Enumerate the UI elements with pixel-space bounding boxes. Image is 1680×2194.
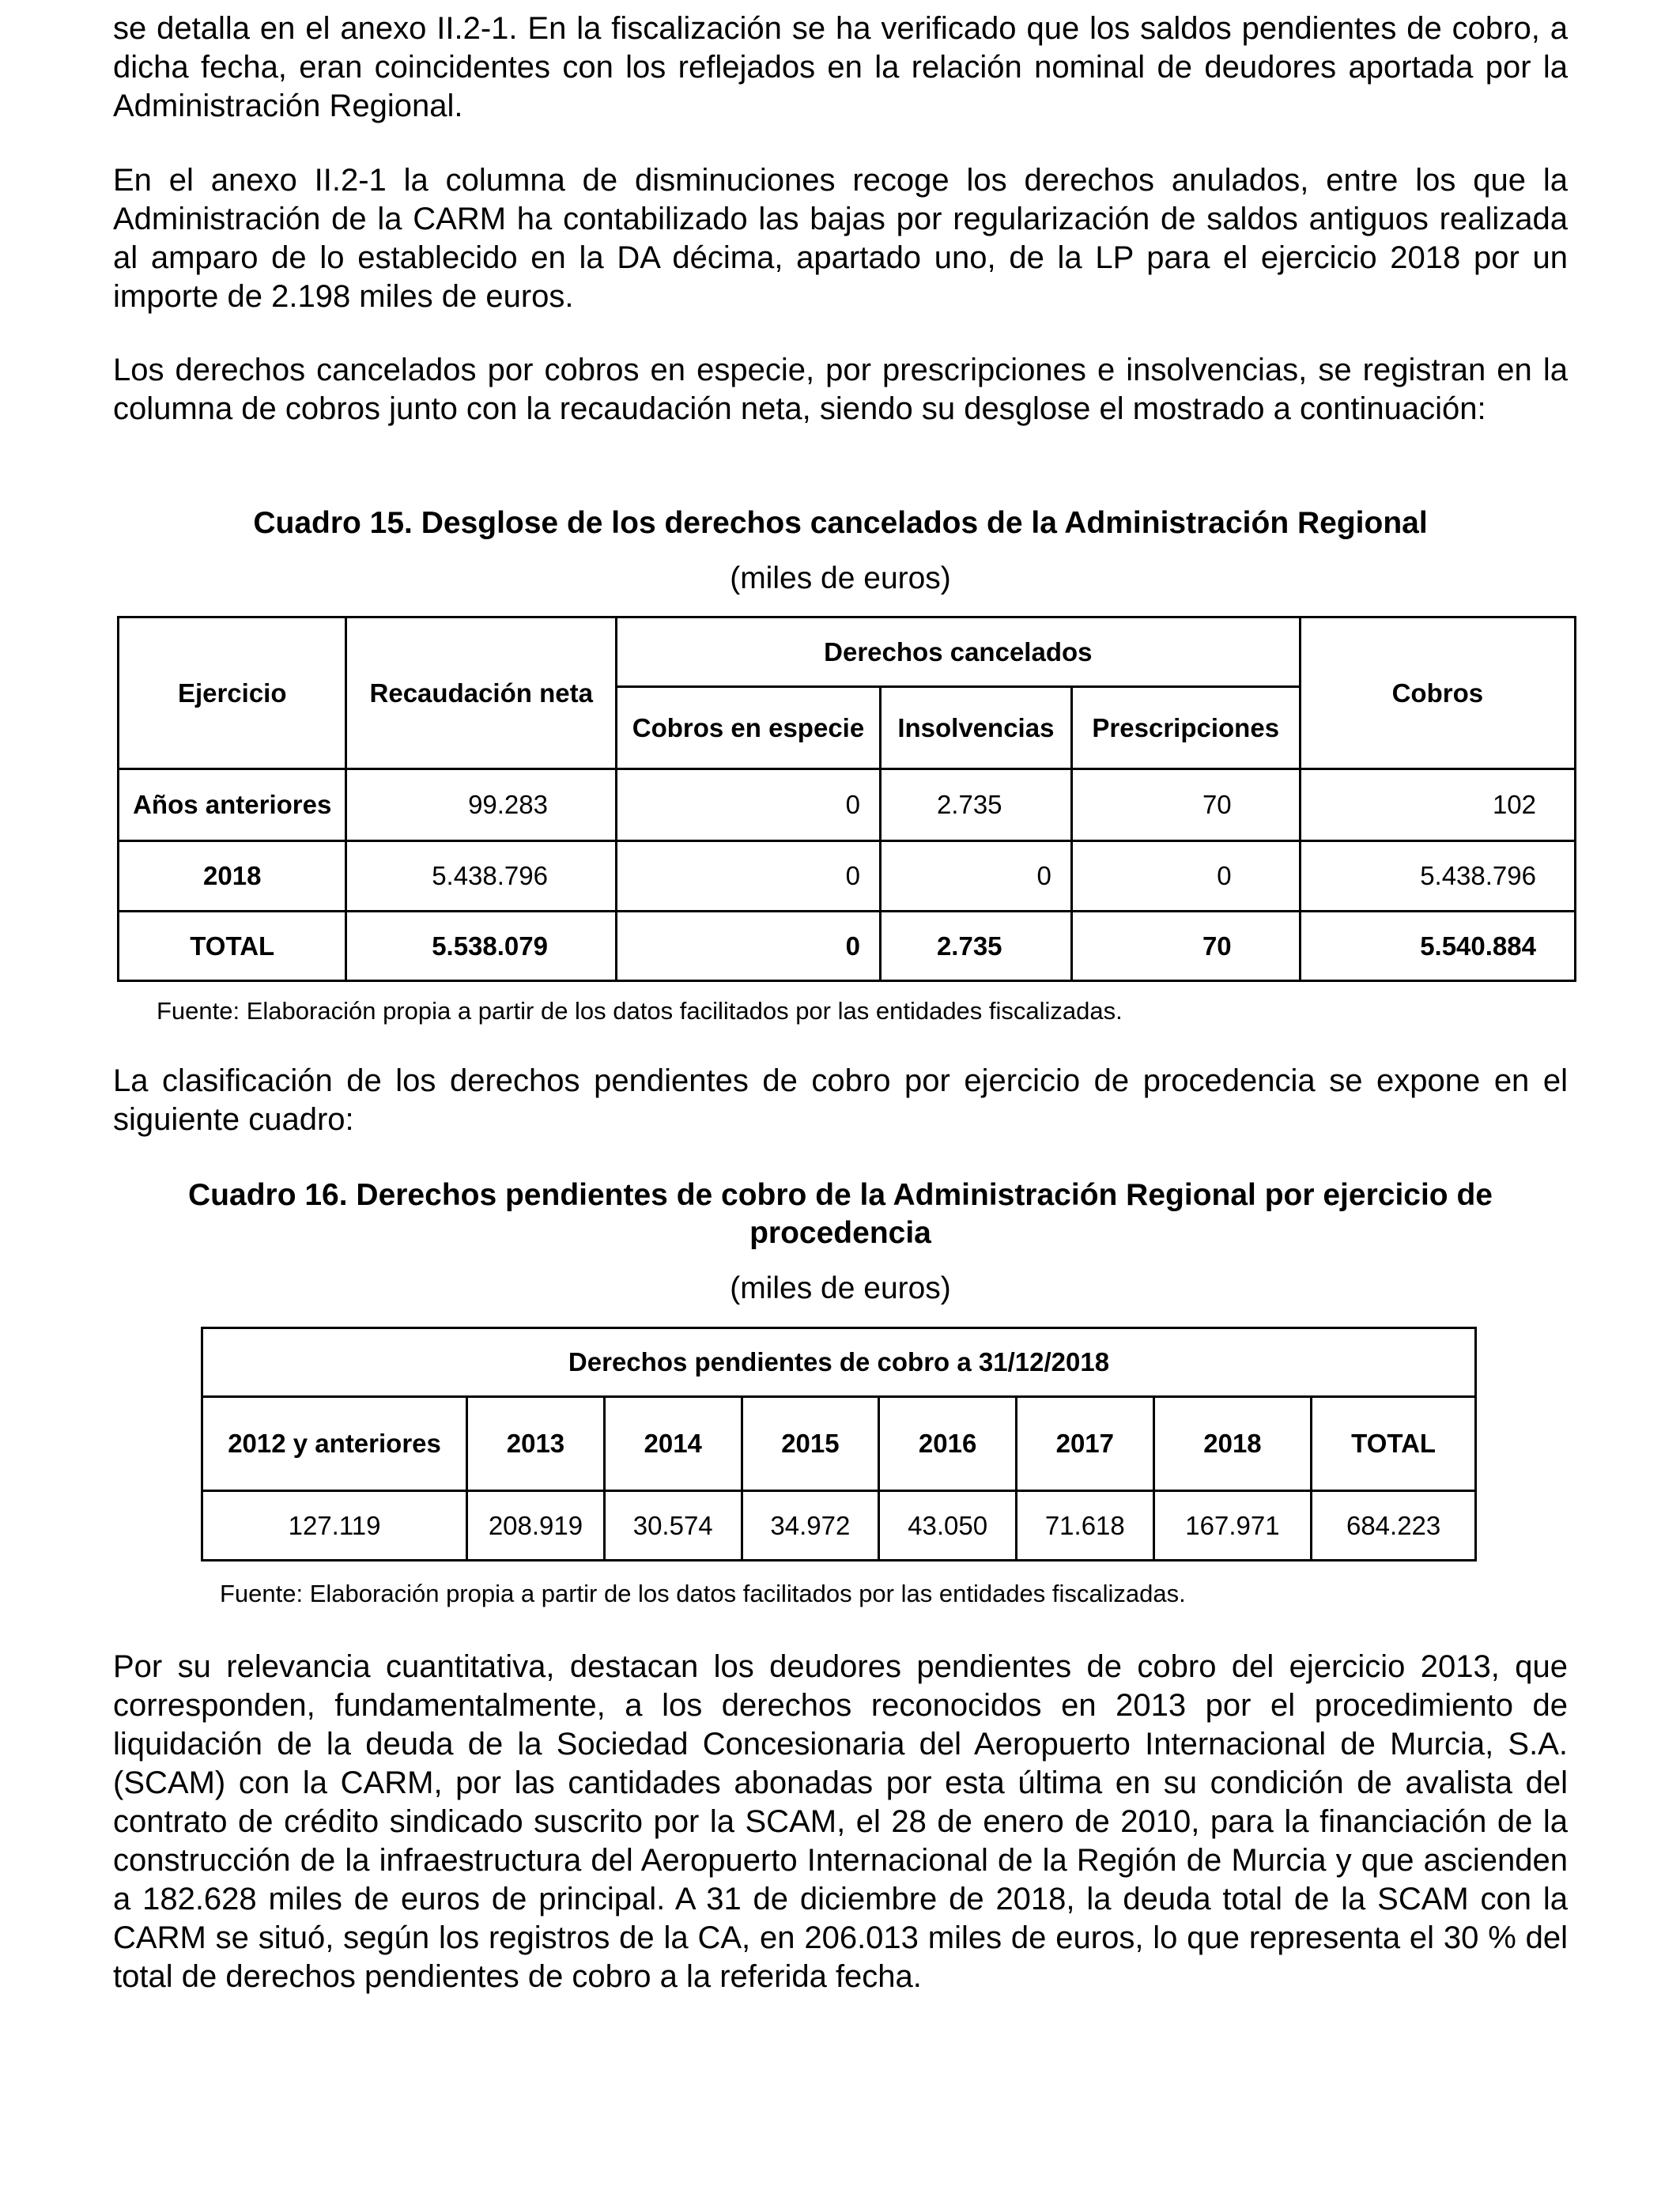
paragraph-cancelados: Los derechos cancelados por cobros en especie, por prescripciones e insolvencias, se registran en la columna de cobros junto con la recaudación neta, siendo su desglose el mostrado a continuación: xyxy=(113,353,1568,426)
paragraph-intro: se detalla en el anexo II.2-1. En la fiscalización se ha verificado que los saldos pendientes de cobro, a dicha fecha, eran coincidentes con los reflejados en la relación nominal de deudores aportada por la Administración Regional. xyxy=(113,11,1568,123)
cell-prescripciones: 70 xyxy=(1071,769,1300,841)
cell-value: 167.971 xyxy=(1153,1491,1312,1561)
table16-units: (miles de euros) xyxy=(730,1271,951,1305)
table16-title-line2: procedencia xyxy=(749,1216,931,1250)
table-row-total xyxy=(119,912,1576,981)
cell-especie: 0 xyxy=(617,841,881,912)
cell-prescripciones: 70 xyxy=(1071,912,1300,981)
header-derechos-cancelados: Derechos cancelados xyxy=(617,617,1301,687)
cell-value: 30.574 xyxy=(604,1491,742,1561)
paragraph-clasificacion: La clasificación de los derechos pendientes de cobro por ejercicio de procedencia se expone en el siguiente cuadro: xyxy=(113,1063,1568,1137)
cell-value: 127.119 xyxy=(202,1491,467,1561)
cell-value: 34.972 xyxy=(742,1491,879,1561)
row-label: Años anteriores xyxy=(119,769,346,841)
header-year: 2012 y anteriores xyxy=(202,1397,467,1491)
cell-recaudacion: 99.283 xyxy=(346,769,617,841)
header-year: 2015 xyxy=(742,1397,879,1491)
table16-source: Fuente: Elaboración propia a partir de los datos facilitados por las entidades fiscalizadas. xyxy=(220,1580,1186,1607)
header-year: 2017 xyxy=(1016,1397,1153,1491)
paragraph-anexo: En el anexo II.2-1 la columna de disminuciones recoge los derechos anulados, entre los que la Administración de la CARM ha contabilizado las bajas por regularización de saldos antiguos realizada al amparo de lo establecido en la DA décima, apartado uno, de la LP para el ejercicio 2018 por un importe de 2.198 miles de euros. xyxy=(113,163,1568,314)
header-recaudacion: Recaudación neta xyxy=(346,617,617,769)
table-row xyxy=(119,769,1576,841)
cell-value: 43.050 xyxy=(879,1491,1017,1561)
cell-recaudacion: 5.538.079 xyxy=(346,912,617,981)
table16-title-line1: Cuadro 16. Derechos pendientes de cobro de la Administración Regional por ejercicio de xyxy=(188,1178,1493,1212)
table-row xyxy=(202,1491,1476,1561)
row-label: TOTAL xyxy=(119,912,346,981)
cell-cobros: 5.438.796 xyxy=(1300,841,1575,912)
header-prescripciones: Prescripciones xyxy=(1071,687,1300,769)
header-year: 2014 xyxy=(604,1397,742,1491)
paragraph-scam: Por su relevancia cuantitativa, destacan los deudores pendientes de cobro del ejercicio 2013, que corresponden, fundamentalmente, a los derechos reconocidos en 2013 por el procedimiento de liquidación de la deuda de la Sociedad Concesionaria del Aeropuerto Internacional de Murcia, S.A. (SCAM) con la CARM, por las cantidades abonadas por esta última en su condición de avalista del contrato de crédito sindicado suscrito por la SCAM, el 28 de enero de 2010, para la financiación de la construcción de la infraestructura del Aeropuerto Internacional de la Región de Murcia y que ascienden a 182.628 miles de euros de principal. A 31 de diciembre de 2018, la deuda total de la SCAM con la CARM se situó, según los registros de la CA, en 206.013 miles de euros, lo que representa el 30 % del total de derechos pendientes de cobro a la referida fecha. xyxy=(113,1649,1568,1994)
header-cobros: Cobros xyxy=(1300,617,1575,769)
cell-value: 71.618 xyxy=(1016,1491,1153,1561)
header-year: 2016 xyxy=(879,1397,1017,1491)
header-cobros-especie: Cobros en especie xyxy=(617,687,881,769)
header-year: 2018 xyxy=(1153,1397,1312,1491)
row-label: 2018 xyxy=(119,841,346,912)
cell-cobros: 102 xyxy=(1300,769,1575,841)
table15-title: Cuadro 15. Desglose de los derechos cancelados de la Administración Regional xyxy=(253,506,1428,540)
cell-insolvencias: 0 xyxy=(880,841,1071,912)
table15-units: (miles de euros) xyxy=(730,561,951,595)
table15-source: Fuente: Elaboración propia a partir de los datos facilitados por las entidades fiscalizadas. xyxy=(157,997,1123,1025)
cell-value: 208.919 xyxy=(467,1491,605,1561)
header-ejercicio: Ejercicio xyxy=(119,617,346,769)
cell-recaudacion: 5.438.796 xyxy=(346,841,617,912)
cell-total: 684.223 xyxy=(1312,1491,1476,1561)
header-year: 2013 xyxy=(467,1397,605,1491)
table-row xyxy=(119,841,1576,912)
cell-prescripciones: 0 xyxy=(1071,841,1300,912)
table16 xyxy=(201,1327,1477,1561)
cell-especie: 0 xyxy=(617,912,881,981)
header-insolvencias: Insolvencias xyxy=(880,687,1071,769)
cell-insolvencias: 2.735 xyxy=(880,769,1071,841)
header-derechos-pendientes: Derechos pendientes de cobro a 31/12/2018 xyxy=(202,1328,1476,1397)
cell-especie: 0 xyxy=(617,769,881,841)
cell-insolvencias: 2.735 xyxy=(880,912,1071,981)
header-total: TOTAL xyxy=(1312,1397,1476,1491)
table15 xyxy=(117,616,1576,982)
cell-cobros: 5.540.884 xyxy=(1300,912,1575,981)
